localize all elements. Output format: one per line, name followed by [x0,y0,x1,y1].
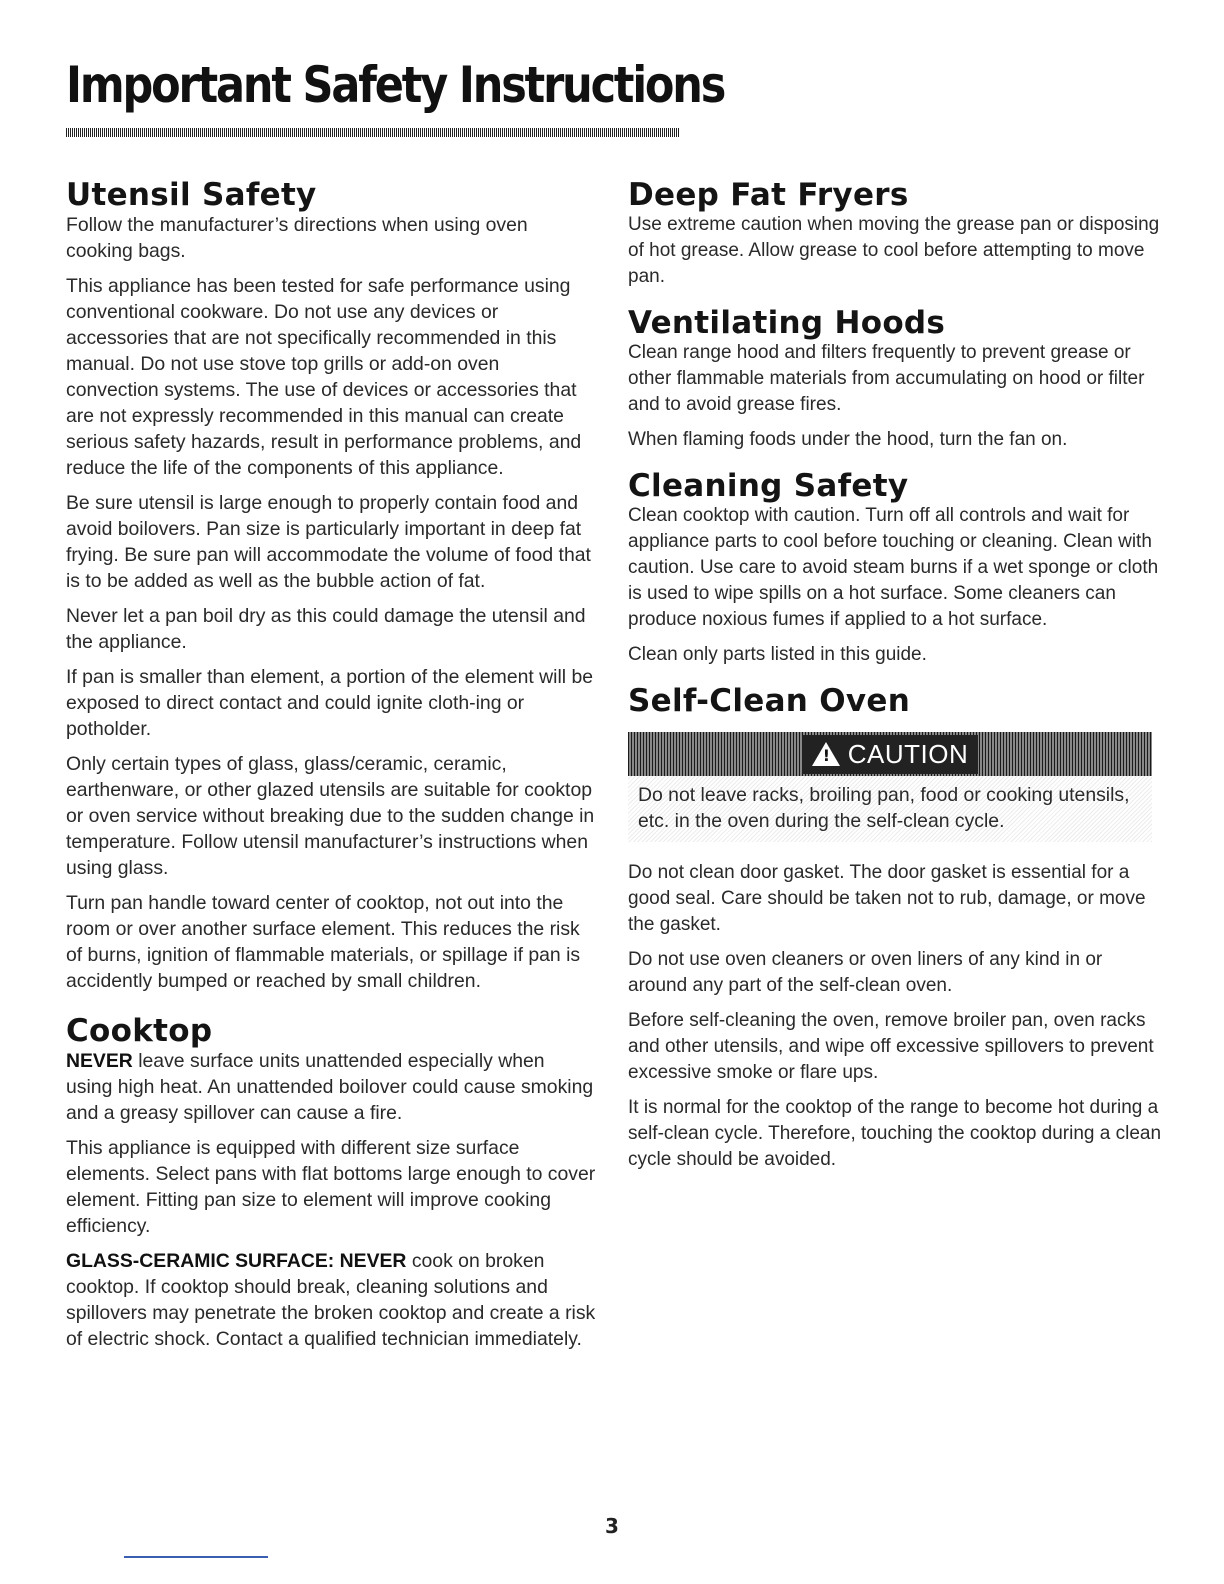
paragraph: Do not use oven cleaners or oven liners of any kind in or around any part of the self-clean oven. [628,949,1103,997]
cooktop-heading: Cooktop [66,1013,213,1050]
ventilating-hoods-heading: Ventilating Hoods [628,305,946,342]
paragraph: Follow the manufacturer’s directions when using oven cooking bags. [66,214,528,263]
deep-fat-fryers-heading: Deep Fat Fryers [628,177,909,213]
utensil-safety-heading: Utensil Safety [66,177,317,213]
paragraph [66,1248,596,1352]
left-column [66,178,596,1361]
cooktop-section [66,1014,596,1352]
caution-box [628,776,1152,842]
ventilating-hoods-section [628,306,1164,453]
paragraph-text: cook on broken cooktop. If cooktop should break, cleaning solutions and spillovers may penetrate the broken cooktop and create a risk of electric shock. Contact a qualified technician immediately. [66,1250,596,1351]
paragraph [66,1048,596,1126]
bold-lead: GLASS-CERAMIC SURFACE: NEVER [66,1250,407,1273]
caution-text: Do not leave racks, broiling pan, food or cooking utensils, etc. in the oven during the self-clean cycle. [638,784,1130,833]
cleaning-safety-section [628,469,1164,668]
title-underline [66,128,680,137]
paragraph: When flaming foods under the hood, turn the fan on. [628,429,1068,451]
paragraph: Do not clean door gasket. The door gasket is essential for a good seal. Care should be taken not to rub, damage, or move the gasket. [628,862,1146,936]
paragraph: It is normal for the cooktop of the range to become hot during a self-clean cycle. Therefore, touching the cooktop during a clean cycle should be avoided. [628,1097,1162,1171]
paragraph: Clean range hood and filters frequently to prevent grease or other flammable materials from accumulating on hood or filter and to avoid grease fires. [628,342,1145,416]
page-number: 3 [605,1514,619,1538]
paragraph: Clean only parts listed in this guide. [628,644,927,666]
self-clean-oven-heading: Self-Clean Oven [628,683,911,720]
paragraph: Be sure utensil is large enough to properly contain food and avoid boilovers. Pan size is particularly important in deep fat frying. Be sure pan will accommodate the volume of food that is to be added as well as the bubble action of fat. [66,492,591,593]
footer-rule [124,1556,268,1558]
warning-triangle-icon [812,742,840,766]
caution-label: CAUTION [847,738,969,769]
paragraph: Never let a pan boil dry as this could damage the utensil and the appliance. [66,605,586,654]
deep-fat-fryers-section [628,178,1164,290]
caution-banner [628,732,1152,776]
paragraph: Only certain types of glass, glass/ceramic, ceramic, earthenware, or other glazed utensils are suitable for cooktop or oven service without breaking due to the sudden change in temperature. Follow utensil manufacturer’s instructions when using glass. [66,753,595,880]
page-title: Important Safety Instructions [66,56,725,114]
caution-label-group [802,735,979,774]
paragraph: If pan is smaller than element, a portion of the element will be exposed to direct contact and could ignite cloth-ing or potholder. [66,666,594,741]
paragraph: Use extreme caution when moving the grease pan or disposing of hot grease. Allow grease to cool before attempting to move pan. [628,214,1160,288]
bold-lead: NEVER [66,1050,133,1073]
paragraph: This appliance is equipped with different size surface elements. Select pans with flat bottoms large enough to cover element. Fitting pan size to element will improve cooking efficiency. [66,1137,596,1238]
paragraph: This appliance has been tested for safe performance using conventional cookware. Do not use any devices or accessories that are not specifically recommended in this manual. Do not use stove top grills or add-on oven convection systems. The use of devices or accessories that are not expressly recommended in this manual can create serious safety hazards, result in performance problems, and reduce the life of the components of this appliance. [66,275,582,480]
paragraph: Turn pan handle toward center of cooktop, not out into the room or over another surface element. This reduces the risk of burns, ignition of flammable materials, or spillage if pan is accidently bumped or reached by small children. [66,892,581,993]
utensil-safety-section [66,178,596,994]
paragraph-text: leave surface units unattended especially when using high heat. An unattended boilover could cause smoking and a greasy spillover can cause a fire. [66,1050,594,1125]
self-clean-oven-section [628,684,1164,1173]
right-column [628,178,1164,1182]
paragraph: Before self-cleaning the oven, remove broiler pan, oven racks and other utensils, and wipe off excessive spillovers to prevent excessive smoke or flare ups. [628,1010,1154,1084]
paragraph: Clean cooktop with caution. Turn off all controls and wait for appliance parts to cool before touching or cleaning. Clean with caution. Use care to avoid steam burns if a wet sponge or cloth is used to wipe spills on a hot surface. Some cleaners can produce noxious fumes if applied to a hot surface. [628,505,1159,631]
cleaning-safety-heading: Cleaning Safety [628,468,909,505]
